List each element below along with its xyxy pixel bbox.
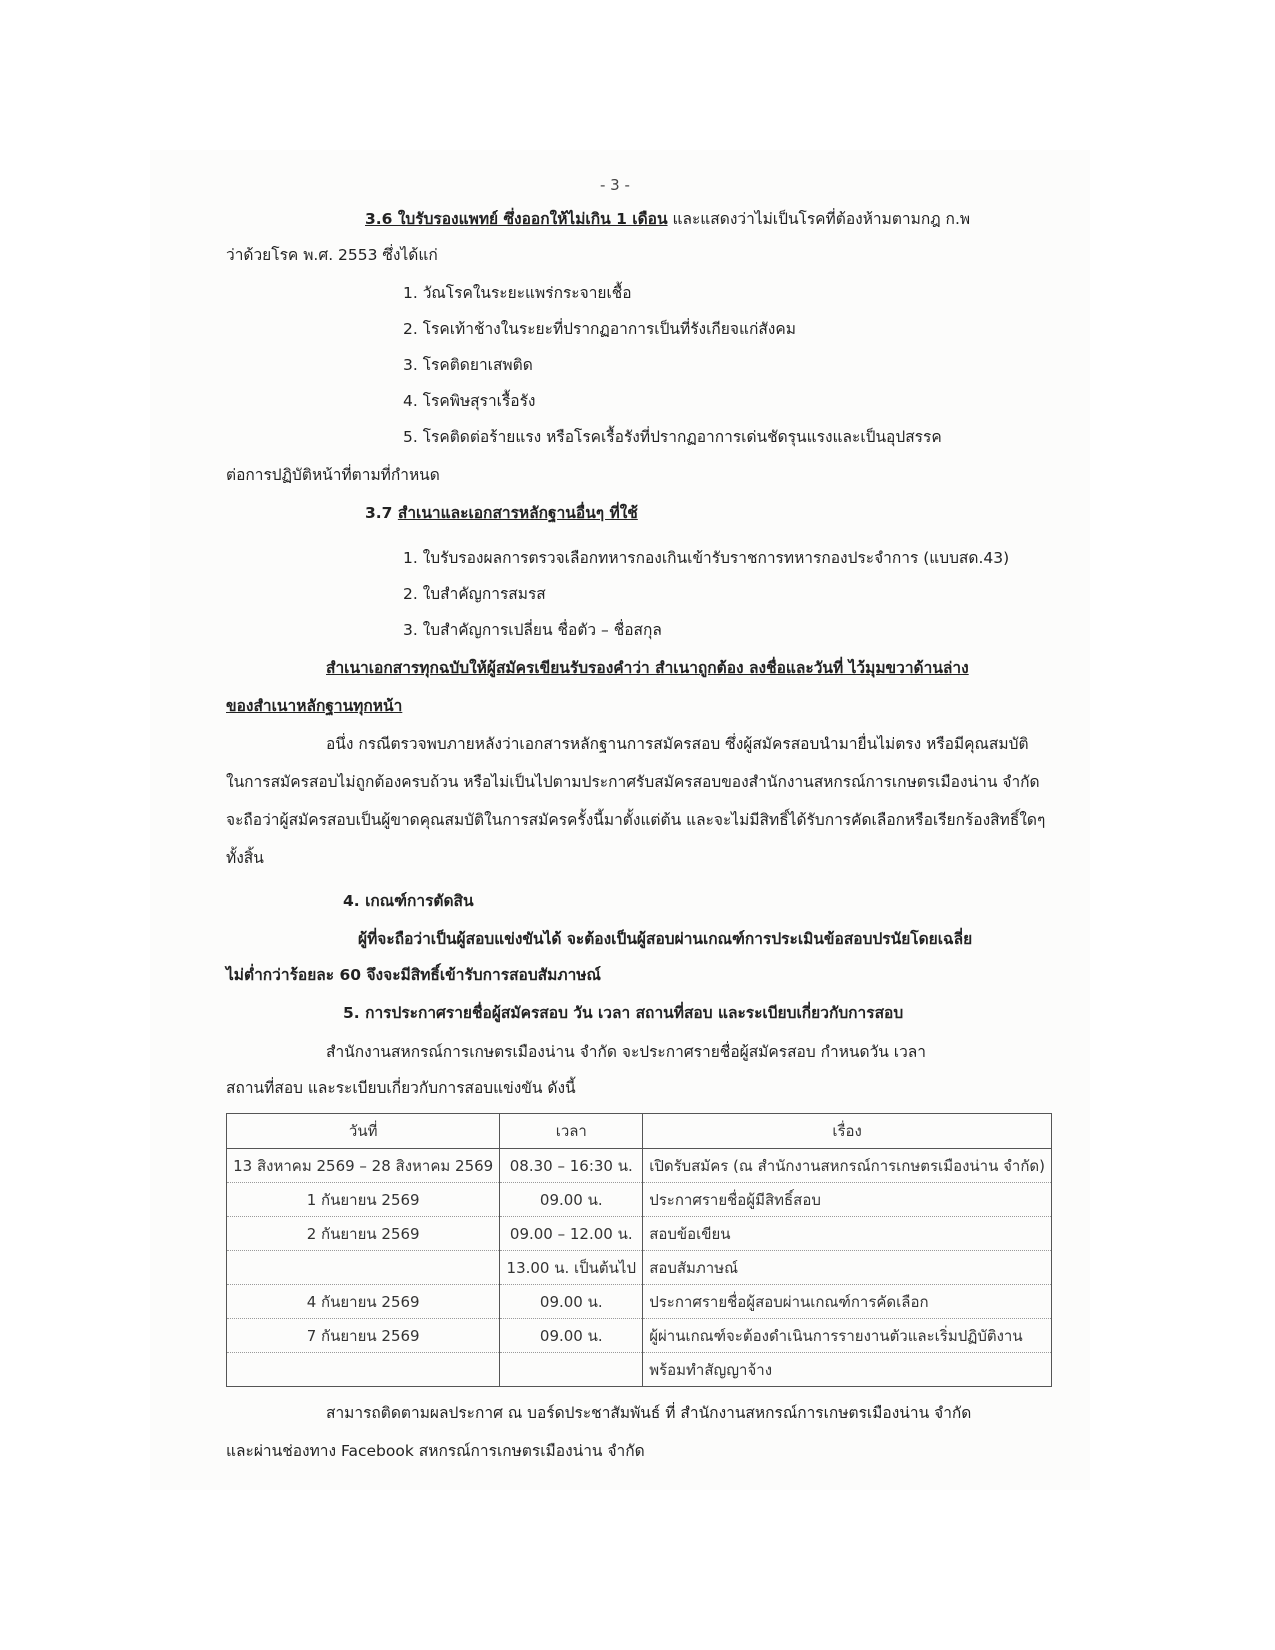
row-date — [227, 1251, 500, 1285]
schedule-header-row — [227, 1114, 1052, 1149]
notice-line-3: จะถือว่าผู้สมัครสอบเป็นผู้ขาดคุณสมบัติในการสมัครครั้งนี้มาตั้งแต่ต้น และจะไม่มีสิทธิ์ได้รับการคัดเลือกหรือเรียกร้องสิทธิ์ใดๆ — [226, 811, 1046, 829]
row-subject: สอบข้อเขียน — [643, 1217, 1052, 1251]
disease-item-5: 5. โรคติดต่อร้ายแรง หรือโรคเรื้อรังที่ปรากฏอาการเด่นชัดรุนแรงและเป็นอุปสรรค — [403, 428, 942, 446]
footer-line-2: และผ่านช่องทาง Facebook สหกรณ์การเกษตรเมืองน่าน จำกัด — [226, 1442, 645, 1460]
notice-line-2: ในการสมัครสอบไม่ถูกต้องครบถ้วน หรือไม่เป็นไปตามประกาศรับสมัครสอบของสำนักงานสหกรณ์การเกษตรเมืองน่าน จำกัด — [226, 773, 1040, 791]
row-subject: พร้อมทำสัญญาจ้าง — [643, 1353, 1052, 1387]
disease-item-2: 2. โรคเท้าช้างในระยะที่ปรากฏอาการเป็นที่รังเกียจแก่สังคม — [403, 320, 796, 338]
schedule-table — [226, 1113, 1052, 1387]
document-item-3: 3. ใบสำคัญการเปลี่ยน ชื่อตัว – ชื่อสกุล — [403, 621, 662, 639]
table-row — [227, 1251, 1052, 1285]
header-date: วันที่ — [227, 1114, 500, 1149]
section-3-6-heading-line — [365, 210, 970, 229]
section-5-intro-line-2: สถานที่สอบ และระเบียบเกี่ยวกับการสอบแข่งขัน ดังนี้ — [226, 1079, 576, 1097]
row-date: 7 กันยายน 2569 — [227, 1319, 500, 1353]
row-date: 2 กันยายน 2569 — [227, 1217, 500, 1251]
table-row — [227, 1319, 1052, 1353]
section-3-6-continuation: ว่าด้วยโรค พ.ศ. 2553 ซึ่งได้แก่ — [226, 246, 438, 264]
row-time: 09.00 น. — [500, 1183, 643, 1217]
section-3-7-heading-line — [365, 504, 638, 523]
row-date: 4 กันยายน 2569 — [227, 1285, 500, 1319]
table-row — [227, 1183, 1052, 1217]
row-time: 08.30 – 16:30 น. — [500, 1149, 643, 1183]
row-subject: ประกาศรายชื่อผู้สอบผ่านเกณฑ์การคัดเลือก — [643, 1285, 1052, 1319]
section-4-heading: 4. เกณฑ์การตัดสิน — [343, 892, 474, 910]
table-row — [227, 1149, 1052, 1183]
section-4-line-2: ไม่ต่ำกว่าร้อยละ 60 จึงจะมีสิทธิ์เข้ารับการสอบสัมภาษณ์ — [226, 966, 601, 984]
section-3-6-heading-rest: และแสดงว่าไม่เป็นโรคที่ต้องห้ามตามกฎ ก.พ — [672, 210, 971, 228]
disease-item-3: 3. โรคติดยาเสพติด — [403, 356, 533, 374]
disease-item-1: 1. วัณโรคในระยะแพร่กระจายเชื้อ — [403, 284, 632, 302]
row-date: 13 สิงหาคม 2569 – 28 สิงหาคม 2569 — [227, 1149, 500, 1183]
row-subject: ผู้ผ่านเกณฑ์จะต้องดำเนินการรายงานตัวและเริ่มปฏิบัติงาน — [643, 1319, 1052, 1353]
header-time: เวลา — [500, 1114, 643, 1149]
certify-note-line-2: ของสำเนาหลักฐานทุกหน้า — [226, 697, 403, 715]
header-subject: เรื่อง — [643, 1114, 1052, 1149]
table-row — [227, 1285, 1052, 1319]
certify-note-line-1: สำเนาเอกสารทุกฉบับให้ผู้สมัครเขียนรับรองคำว่า สำเนาถูกต้อง ลงชื่อและวันที่ ไว้มุมขวาด้านล่าง — [326, 659, 969, 677]
section-3-6-heading: 3.6 ใบรับรองแพทย์ ซึ่งออกให้ไม่เกิน 1 เดือน — [365, 210, 668, 228]
row-subject: สอบสัมภาษณ์ — [643, 1251, 1052, 1285]
row-subject: ประกาศรายชื่อผู้มีสิทธิ์สอบ — [643, 1183, 1052, 1217]
disease-item-5-continuation: ต่อการปฏิบัติหน้าที่ตามที่กำหนด — [226, 466, 440, 484]
section-4-line-1: ผู้ที่จะถือว่าเป็นผู้สอบแข่งขันได้ จะต้องเป็นผู้สอบผ่านเกณฑ์การประเมินข้อสอบปรนัยโดยเฉลี่ย — [358, 930, 973, 948]
notice-line-1: อนึ่ง กรณีตรวจพบภายหลังว่าเอกสารหลักฐานการสมัครสอบ ซึ่งผู้สมัครสอบนำมายื่นไม่ตรง หรือมีคุณสมบัติ — [326, 735, 1029, 753]
table-row — [227, 1353, 1052, 1387]
row-date: 1 กันยายน 2569 — [227, 1183, 500, 1217]
page-number: - 3 - — [600, 176, 630, 194]
row-time: 09.00 น. — [500, 1319, 643, 1353]
disease-item-4: 4. โรคพิษสุราเรื้อรัง — [403, 392, 536, 410]
section-5-heading: 5. การประกาศรายชื่อผู้สมัครสอบ วัน เวลา สถานที่สอบ และระเบียบเกี่ยวกับการสอบ — [343, 1004, 904, 1022]
row-time: 09.00 – 12.00 น. — [500, 1217, 643, 1251]
section-3-7-heading: สำเนาและเอกสารหลักฐานอื่นๆ ที่ใช้ — [397, 504, 638, 522]
footer-line-1: สามารถติดตามผลประกาศ ณ บอร์ดประชาสัมพันธ์ ที่ สำนักงานสหกรณ์การเกษตรเมืองน่าน จำกัด — [326, 1404, 972, 1422]
section-3-7-number: 3.7 — [365, 504, 393, 522]
row-time: 13.00 น. เป็นต้นไป — [500, 1251, 643, 1285]
row-time: 09.00 น. — [500, 1285, 643, 1319]
section-5-intro-line-1: สำนักงานสหกรณ์การเกษตรเมืองน่าน จำกัด จะประกาศรายชื่อผู้สมัครสอบ กำหนดวัน เวลา — [326, 1043, 927, 1061]
table-row — [227, 1217, 1052, 1251]
document-item-2: 2. ใบสำคัญการสมรส — [403, 585, 546, 603]
row-subject: เปิดรับสมัคร (ณ สำนักงานสหกรณ์การเกษตรเมืองน่าน จำกัด) — [643, 1149, 1052, 1183]
notice-line-4: ทั้งสิ้น — [226, 849, 264, 867]
document-item-1: 1. ใบรับรองผลการตรวจเลือกทหารกองเกินเข้ารับราชการทหารกองประจำการ (แบบสด.43) — [403, 549, 1010, 567]
row-date — [227, 1353, 500, 1387]
row-time — [500, 1353, 643, 1387]
